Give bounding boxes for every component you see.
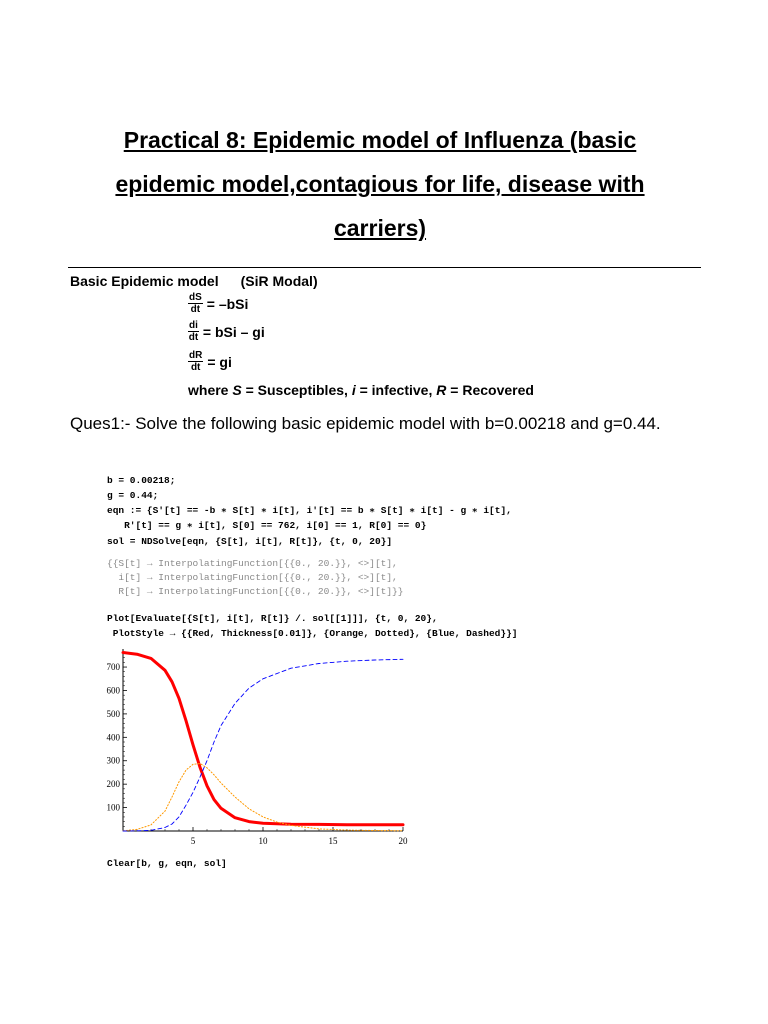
variable-legend: [188, 382, 534, 398]
var-s-desc: = Susceptibles,: [241, 382, 352, 398]
code-output-line: {{S[t] → InterpolatingFunction[{{0., 20.}}, <>][t],: [107, 558, 398, 569]
code-output-line: i[t] → InterpolatingFunction[{{0., 20.}}, <>][t],: [107, 572, 398, 583]
y-tick-label: 300: [106, 755, 120, 766]
page-title: Practical 8: Epidemic model of Influenza (basic epidemic model,contagious for life, disease with carriers): [115, 127, 645, 241]
y-tick-label: 700: [106, 662, 120, 673]
code-input-line: g = 0.44;: [107, 490, 159, 501]
code-input-line: eqn := {S'[t] == -b ∗ S[t] ∗ i[t], i'[t] == b ∗ S[t] ∗ i[t] - g ∗ i[t],: [107, 505, 512, 516]
fraction-denominator: dt: [188, 332, 199, 343]
equation-rhs: = bSi – gi: [202, 323, 265, 340]
fraction-numerator: dS: [189, 292, 202, 303]
where-prefix: where: [188, 382, 233, 398]
horizontal-rule: [68, 267, 701, 268]
series-r-line: [123, 659, 403, 831]
y-tick-label: 200: [106, 779, 120, 790]
equation-dr: [188, 350, 232, 373]
plot-command-line: PlotStyle → {{Red, Thickness[0.01]}, {Orange, Dotted}, {Blue, Dashed}}]: [107, 628, 518, 639]
question-text: Ques1:- Solve the following basic epidemic model with b=0.00218 and g=0.44.: [70, 414, 661, 433]
sir-plot: [95, 645, 408, 850]
clear-command: Clear[b, g, eqn, sol]: [107, 858, 227, 869]
x-tick-label: 10: [258, 836, 268, 846]
equation-ds: [188, 292, 248, 315]
code-input-line: b = 0.00218;: [107, 475, 176, 486]
derivative-fraction: [188, 320, 199, 343]
y-tick-label: 600: [106, 685, 120, 696]
fraction-numerator: dR: [189, 350, 203, 361]
fraction-numerator: di: [189, 320, 198, 331]
code-input-line: R'[t] == g ∗ i[t], S[0] == 762, i[0] == 1, R[0] == 0}: [107, 520, 427, 531]
fraction-denominator: dt: [190, 304, 201, 315]
x-tick-label: 20: [398, 836, 408, 846]
section-heading-text: Basic Epidemic model: [70, 273, 219, 289]
derivative-fraction: [188, 292, 203, 315]
fraction-denominator: dt: [190, 362, 201, 373]
y-tick-label: 100: [106, 802, 120, 813]
derivative-fraction: [188, 350, 203, 373]
y-tick-label: 500: [106, 708, 120, 719]
section-heading: [70, 273, 318, 289]
equation-rhs: = gi: [207, 353, 232, 370]
x-tick-label: 5: [190, 836, 196, 846]
var-r-desc: = Recovered: [446, 382, 534, 398]
code-input-line: sol = NDSolve[eqn, {S[t], i[t], R[t]}, {t, 0, 20}]: [107, 536, 393, 547]
var-r: R: [436, 382, 447, 398]
plot-command-line: Plot[Evaluate[{S[t], i[t], R[t]} /. sol[[1]]], {t, 0, 20},: [107, 613, 438, 624]
code-output-line: R[t] → InterpolatingFunction[{{0., 20.}}, <>][t]}}: [107, 586, 404, 597]
equation-rhs: = –bSi: [206, 295, 249, 312]
x-tick-label: 15: [328, 836, 338, 846]
section-subheading-text: (SiR Modal): [240, 273, 318, 289]
equation-di: [188, 320, 265, 343]
var-s: S: [232, 382, 242, 398]
y-tick-label: 400: [106, 732, 120, 743]
var-i-desc: = infective,: [355, 382, 437, 398]
var-i: i: [351, 382, 356, 398]
series-i-line: [123, 764, 403, 831]
